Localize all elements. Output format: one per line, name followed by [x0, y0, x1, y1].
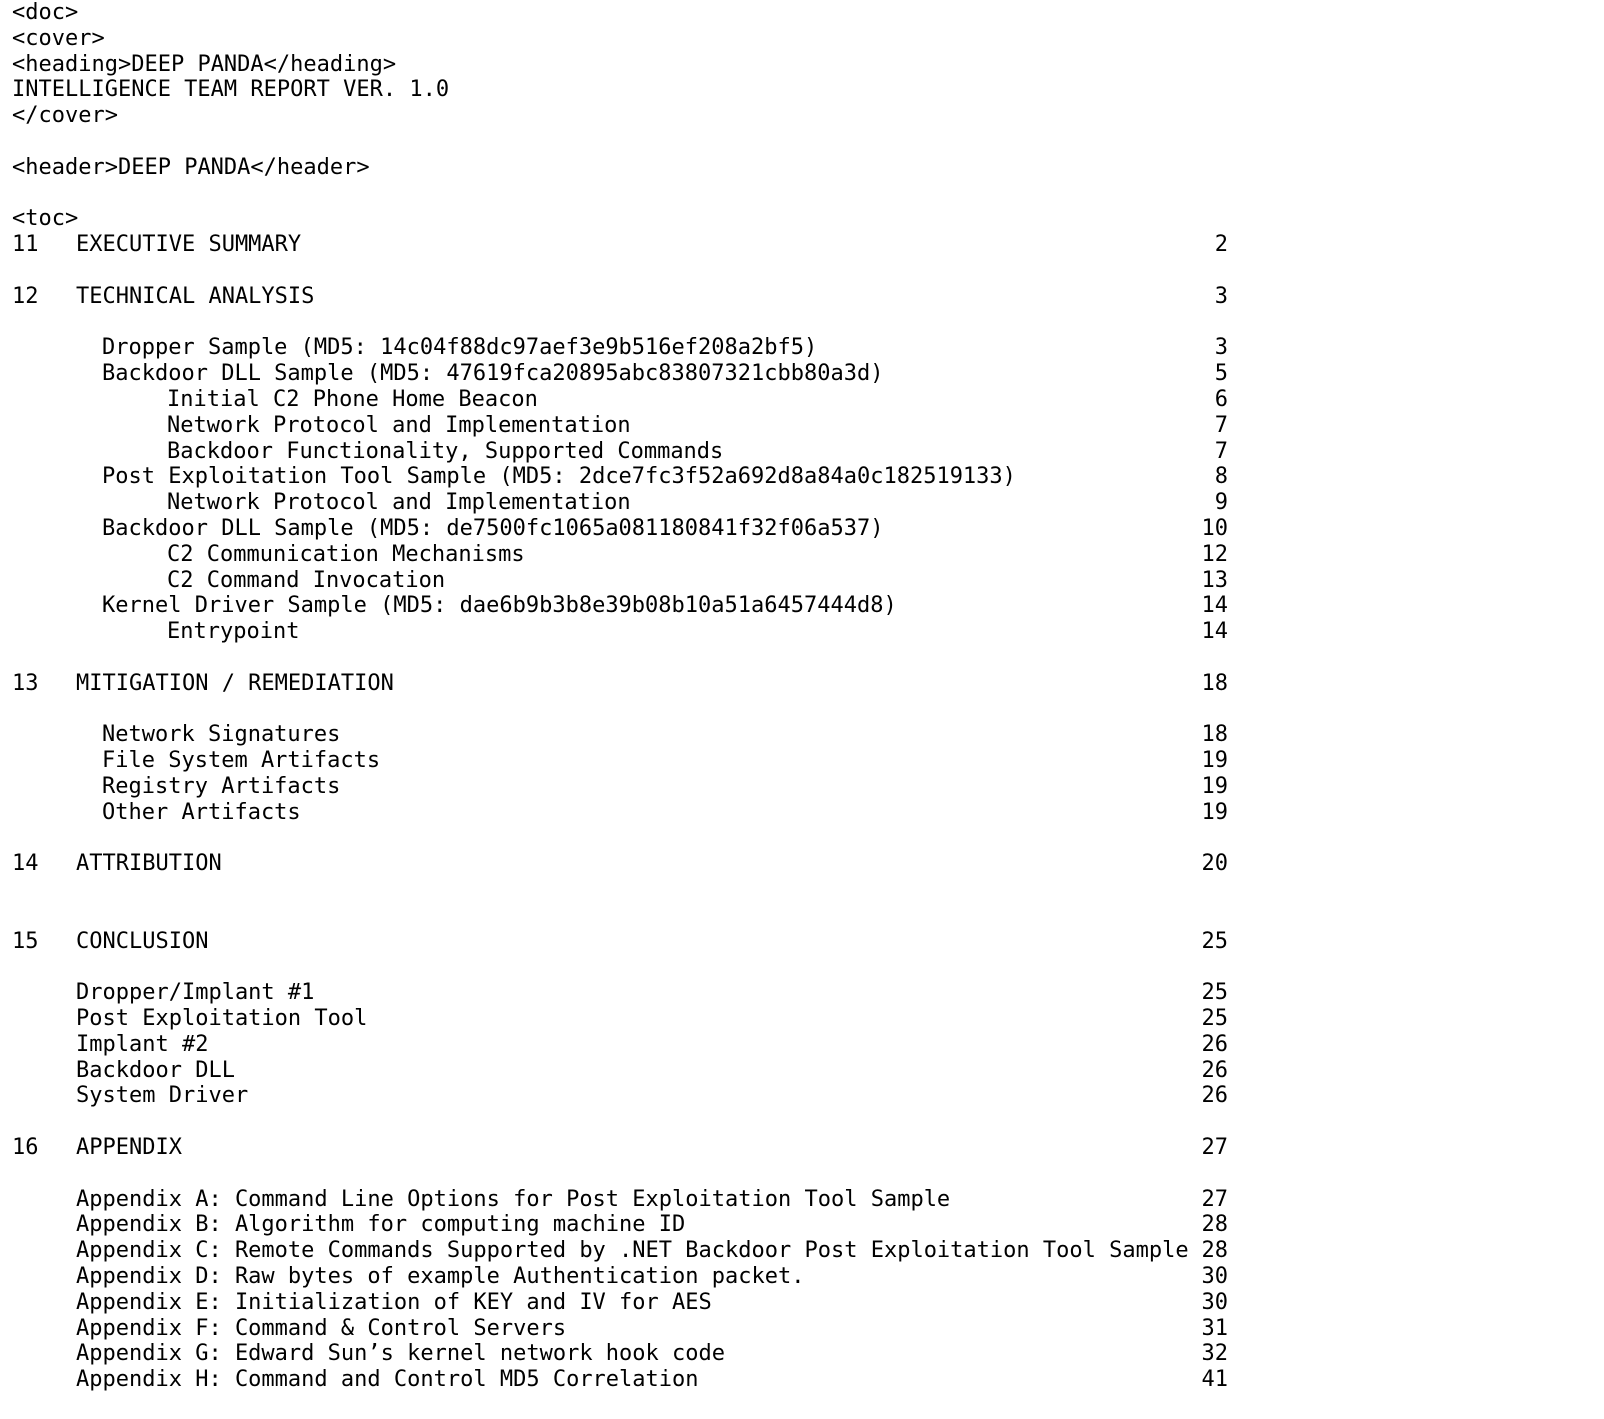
- toc-entry[interactable]: [12, 722, 1592, 748]
- toc-page-number: 28: [1201, 1238, 1228, 1264]
- cover-open-tag: <cover>: [12, 25, 105, 51]
- toc-page-number: 19: [1201, 799, 1228, 825]
- toc-entry-title: Appendix C: Remote Commands Supported by .NET Backdoor Post Exploitation Tool Sample: [76, 1238, 1189, 1264]
- toc-entry-title: Network Protocol and Implementation: [167, 490, 631, 516]
- toc-entry-title: C2 Command Invocation: [167, 567, 446, 593]
- toc-entry[interactable]: [12, 1316, 1592, 1342]
- toc-entry[interactable]: [12, 464, 1592, 490]
- toc-page-number: 27: [1201, 1186, 1228, 1212]
- toc-entry-title: Backdoor DLL Sample (MD5: 47619fca20895abc83807321cbb80a3d): [102, 361, 884, 387]
- toc-entry-title: Backdoor Functionality, Supported Commands: [167, 438, 724, 464]
- toc-page-number: 30: [1201, 1289, 1228, 1315]
- toc-entry[interactable]: [12, 568, 1592, 594]
- toc-entry[interactable]: [12, 619, 1592, 645]
- spacer: [12, 877, 1592, 903]
- header-close-tag: </header>: [250, 154, 370, 180]
- page-header: DEEP PANDA: [117, 154, 251, 180]
- toc-entry-title: Other Artifacts: [102, 799, 301, 825]
- header-open-tag: <header>: [12, 154, 118, 180]
- toc-entry[interactable]: [12, 1238, 1592, 1264]
- toc-section[interactable]: [12, 232, 1592, 258]
- toc-page-number: 10: [1201, 515, 1228, 541]
- document: [12, 0, 1592, 1419]
- toc-entry[interactable]: [12, 361, 1592, 387]
- toc-section-title: TECHNICAL ANALYSIS: [76, 283, 315, 309]
- toc-entry-title: Network Signatures: [102, 722, 341, 748]
- toc-section-number: 14: [12, 851, 39, 877]
- spacer: [12, 1161, 1592, 1187]
- toc-page-number: 2: [1214, 232, 1228, 258]
- toc-section-title: ATTRIBUTION: [76, 851, 222, 877]
- toc-entry-title: Backdoor DLL: [76, 1057, 235, 1083]
- toc-section[interactable]: [12, 1135, 1592, 1161]
- spacer: [12, 645, 1592, 671]
- toc-section-title: CONCLUSION: [76, 928, 209, 954]
- toc-page-number: 8: [1214, 464, 1228, 490]
- toc-entry-title: Post Exploitation Tool Sample (MD5: 2dce7fc3f52a692d8a84a0c182519133): [102, 464, 1016, 490]
- toc-entry[interactable]: [12, 800, 1592, 826]
- toc-page-number: 41: [1201, 1367, 1228, 1393]
- toc-entry[interactable]: [12, 490, 1592, 516]
- cover-heading-line: [12, 52, 1592, 78]
- toc-entry-title: Network Protocol and Implementation: [167, 412, 631, 438]
- toc-entry[interactable]: [12, 542, 1592, 568]
- toc-page-number: 14: [1201, 593, 1228, 619]
- toc-entry[interactable]: [12, 1367, 1592, 1393]
- toc-section-number: 13: [12, 670, 39, 696]
- toc-entry-title: Appendix G: Edward Sun’s kernel network hook code: [76, 1341, 726, 1367]
- toc-entry[interactable]: [12, 413, 1592, 439]
- toc-entry-title: Dropper Sample (MD5: 14c04f88dc97aef3e9b516ef208a2bf5): [102, 335, 818, 361]
- toc-entry-title: Entrypoint: [167, 619, 300, 645]
- toc-entry[interactable]: [12, 1341, 1592, 1367]
- toc-section-title: EXECUTIVE SUMMARY: [76, 232, 302, 258]
- doc-open-tag: <doc>: [12, 0, 79, 25]
- spacer: [12, 1109, 1592, 1135]
- toc-entry-title: System Driver: [76, 1083, 249, 1109]
- toc-section[interactable]: [12, 929, 1592, 955]
- toc-page-number: 26: [1201, 1031, 1228, 1057]
- toc-entry[interactable]: [12, 980, 1592, 1006]
- toc-entry-title: C2 Communication Mechanisms: [167, 541, 525, 567]
- toc-entry-title: Post Exploitation Tool: [76, 1006, 368, 1032]
- toc-page-number: 19: [1201, 773, 1228, 799]
- spacer: [12, 129, 1592, 155]
- toc-section-title: MITIGATION / REMEDIATION: [76, 670, 394, 696]
- toc-entry-title: Kernel Driver Sample (MD5: dae6b9b3b8e39b08b10a51a6457444d8): [102, 593, 897, 619]
- toc-entry[interactable]: [12, 1032, 1592, 1058]
- toc-section[interactable]: [12, 851, 1592, 877]
- toc-page-number: 25: [1201, 980, 1228, 1006]
- toc-page-number: 12: [1201, 541, 1228, 567]
- toc-page-number: 27: [1201, 1135, 1228, 1161]
- toc-page-number: 31: [1201, 1315, 1228, 1341]
- spacer: [12, 826, 1592, 852]
- toc-page-number: 26: [1201, 1057, 1228, 1083]
- toc-section-number: 16: [12, 1135, 39, 1161]
- toc-page-number: 9: [1214, 490, 1228, 516]
- toc-page-number: 14: [1201, 619, 1228, 645]
- spacer: [12, 903, 1592, 929]
- toc-page-number: 7: [1214, 438, 1228, 464]
- toc-entry[interactable]: [12, 774, 1592, 800]
- toc-entry[interactable]: [12, 1187, 1592, 1213]
- toc-entry-title: File System Artifacts: [102, 748, 381, 774]
- toc-page-number: 20: [1201, 851, 1228, 877]
- toc-entry-title: Initial C2 Phone Home Beacon: [167, 386, 538, 412]
- toc-entry[interactable]: [12, 335, 1592, 361]
- toc-entry[interactable]: [12, 387, 1592, 413]
- toc-page-number: 30: [1201, 1264, 1228, 1290]
- heading-open-tag: <heading>: [12, 51, 132, 77]
- header-line: [12, 155, 1592, 181]
- toc-entry[interactable]: [12, 1290, 1592, 1316]
- spacer: [12, 258, 1592, 284]
- toc-entry[interactable]: [12, 1212, 1592, 1238]
- toc-page-number: 3: [1214, 283, 1228, 309]
- toc-entry[interactable]: [12, 1264, 1592, 1290]
- toc-entry-title: Appendix A: Command Line Options for Post Exploitation Tool Sample: [76, 1186, 951, 1212]
- spacer: [12, 181, 1592, 207]
- toc-page-number: 5: [1214, 361, 1228, 387]
- toc-page-number: 28: [1201, 1212, 1228, 1238]
- toc-entry[interactable]: [12, 516, 1592, 542]
- toc-entry[interactable]: [12, 1083, 1592, 1109]
- cover-close-tag: </cover>: [12, 103, 118, 129]
- toc-entry-title: Registry Artifacts: [102, 773, 341, 799]
- toc-entry[interactable]: [12, 593, 1592, 619]
- toc-entry-title: Appendix F: Command & Control Servers: [76, 1315, 567, 1341]
- toc-page-number: 26: [1201, 1083, 1228, 1109]
- toc-page-number: 18: [1201, 722, 1228, 748]
- toc-page-number: 7: [1214, 412, 1228, 438]
- toc-entry-title: Appendix E: Initialization of KEY and IV for AES: [76, 1289, 712, 1315]
- heading-close-tag: </heading>: [263, 51, 397, 77]
- cover-subtitle: INTELLIGENCE TEAM REPORT VER. 1.0: [12, 77, 450, 103]
- toc-section-number: 15: [12, 928, 39, 954]
- toc-page-number: 25: [1201, 1006, 1228, 1032]
- toc-section-title: APPENDIX: [76, 1135, 182, 1161]
- toc-entry[interactable]: [12, 439, 1592, 465]
- toc-section-number: 11: [12, 232, 39, 258]
- toc-entry-title: Implant #2: [76, 1031, 209, 1057]
- toc-section[interactable]: [12, 284, 1592, 310]
- spacer: [12, 697, 1592, 723]
- toc-page-number: 13: [1201, 567, 1228, 593]
- toc-entry-title: Appendix D: Raw bytes of example Authentication packet.: [76, 1264, 805, 1290]
- toc-entry-title: Backdoor DLL Sample (MD5: de7500fc1065a081180841f32f06a537): [102, 515, 884, 541]
- toc-page-number: 18: [1201, 670, 1228, 696]
- toc-entry[interactable]: [12, 748, 1592, 774]
- toc-page-number: 6: [1214, 386, 1228, 412]
- toc-entry-title: Appendix H: Command and Control MD5 Correlation: [76, 1367, 699, 1393]
- toc-entry-title: Dropper/Implant #1: [76, 980, 315, 1006]
- toc-entry[interactable]: [12, 1006, 1592, 1032]
- toc-page-number: 3: [1214, 335, 1228, 361]
- spacer: [12, 954, 1592, 980]
- toc-page-number: 32: [1201, 1341, 1228, 1367]
- toc-page-number: 25: [1201, 928, 1228, 954]
- table-of-contents: [12, 232, 1592, 1419]
- toc-entry-title: Appendix B: Algorithm for computing machine ID: [76, 1212, 686, 1238]
- cover-heading: DEEP PANDA: [131, 51, 264, 77]
- toc-section-number: 12: [12, 283, 39, 309]
- toc-section[interactable]: [12, 671, 1592, 697]
- toc-entry[interactable]: [12, 1058, 1592, 1084]
- toc-page-number: 19: [1201, 748, 1228, 774]
- toc-open-tag: <toc>: [12, 206, 79, 232]
- spacer: [12, 310, 1592, 336]
